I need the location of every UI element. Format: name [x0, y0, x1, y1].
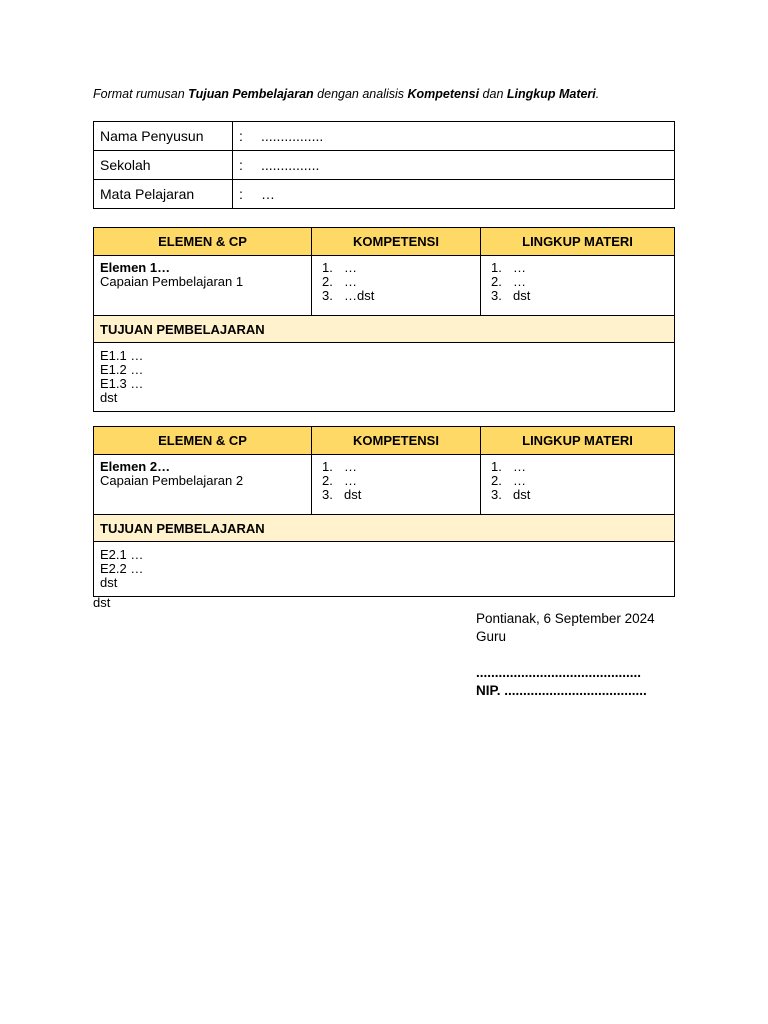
- list-item: 3. dst: [491, 487, 531, 502]
- identity-label: Sekolah: [94, 151, 233, 180]
- tujuan-item: E2.1 …: [100, 547, 144, 562]
- tujuan-item: dst: [100, 575, 118, 590]
- kompetensi-cell: [312, 455, 481, 515]
- identity-row: [94, 180, 675, 209]
- intro-text: Format rumusan Tujuan Pembelajaran dengan analisis Kompetensi dan Lingkup Materi.: [93, 87, 600, 101]
- signature-name-line: ............................................: [476, 665, 642, 680]
- analysis-table-1: [93, 227, 675, 412]
- intro-bold-lingkup: Lingkup Materi: [506, 87, 596, 101]
- list-item: 2. …: [491, 274, 526, 289]
- list-item: 3. dst: [322, 487, 362, 502]
- tujuan-item: E2.2 …: [100, 561, 144, 576]
- analysis-table-2: [93, 426, 675, 597]
- elemen-title: Elemen 1…: [100, 260, 171, 275]
- signature-nip: NIP. ......................................: [476, 683, 647, 698]
- lingkup-cell: [481, 256, 675, 316]
- signature-role: Guru: [476, 629, 507, 644]
- list-item: 1. …: [322, 459, 357, 474]
- header-elemen: ELEMEN & CP: [94, 228, 312, 256]
- intro-bold-kompetensi: Kompetensi: [407, 87, 480, 101]
- list-item: 2. …: [322, 473, 357, 488]
- identity-value: ...............: [255, 151, 675, 180]
- header-kompetensi: KOMPETENSI: [312, 228, 481, 256]
- tujuan-header: TUJUAN PEMBELAJARAN: [94, 316, 675, 343]
- elemen-cell: [94, 256, 312, 316]
- identity-colon: :: [233, 122, 256, 151]
- identity-label: Nama Penyusun: [94, 122, 233, 151]
- identity-table: [93, 121, 675, 209]
- tujuan-item: dst: [100, 390, 118, 405]
- identity-value: ................: [255, 122, 675, 151]
- tujuan-list: [94, 542, 675, 597]
- list-item: 1. …: [491, 459, 526, 474]
- tujuan-item: E1.2 …: [100, 362, 144, 377]
- list-item: 1. …: [322, 260, 357, 275]
- identity-colon: :: [233, 151, 256, 180]
- identity-row: [94, 122, 675, 151]
- identity-row: [94, 151, 675, 180]
- header-lingkup: LINGKUP MATERI: [481, 228, 675, 256]
- identity-label: Mata Pelajaran: [94, 180, 233, 209]
- after-table-text: dst: [93, 595, 111, 610]
- list-item: 2. …: [322, 274, 357, 289]
- tujuan-item: E1.1 …: [100, 348, 144, 363]
- list-item: 3. …dst: [322, 288, 375, 303]
- intro-bold-tujuan: Tujuan Pembelajaran: [188, 87, 314, 101]
- header-lingkup: LINGKUP MATERI: [481, 427, 675, 455]
- header-elemen: ELEMEN & CP: [94, 427, 312, 455]
- signature-block: [476, 610, 655, 700]
- lingkup-cell: [481, 455, 675, 515]
- header-kompetensi: KOMPETENSI: [312, 427, 481, 455]
- kompetensi-cell: [312, 256, 481, 316]
- tujuan-header: TUJUAN PEMBELAJARAN: [94, 515, 675, 542]
- elemen-title: Elemen 2…: [100, 459, 171, 474]
- list-item: 3. dst: [491, 288, 531, 303]
- identity-value: …: [255, 180, 675, 209]
- identity-colon: :: [233, 180, 256, 209]
- list-item: 1. …: [491, 260, 526, 275]
- place-date: Pontianak, 6 September 2024: [476, 611, 655, 626]
- tujuan-list: [94, 343, 675, 412]
- list-item: 2. …: [491, 473, 526, 488]
- cp-text: Capaian Pembelajaran 1: [100, 274, 244, 289]
- cp-text: Capaian Pembelajaran 2: [100, 473, 244, 488]
- elemen-cell: [94, 455, 312, 515]
- tujuan-item: E1.3 …: [100, 376, 144, 391]
